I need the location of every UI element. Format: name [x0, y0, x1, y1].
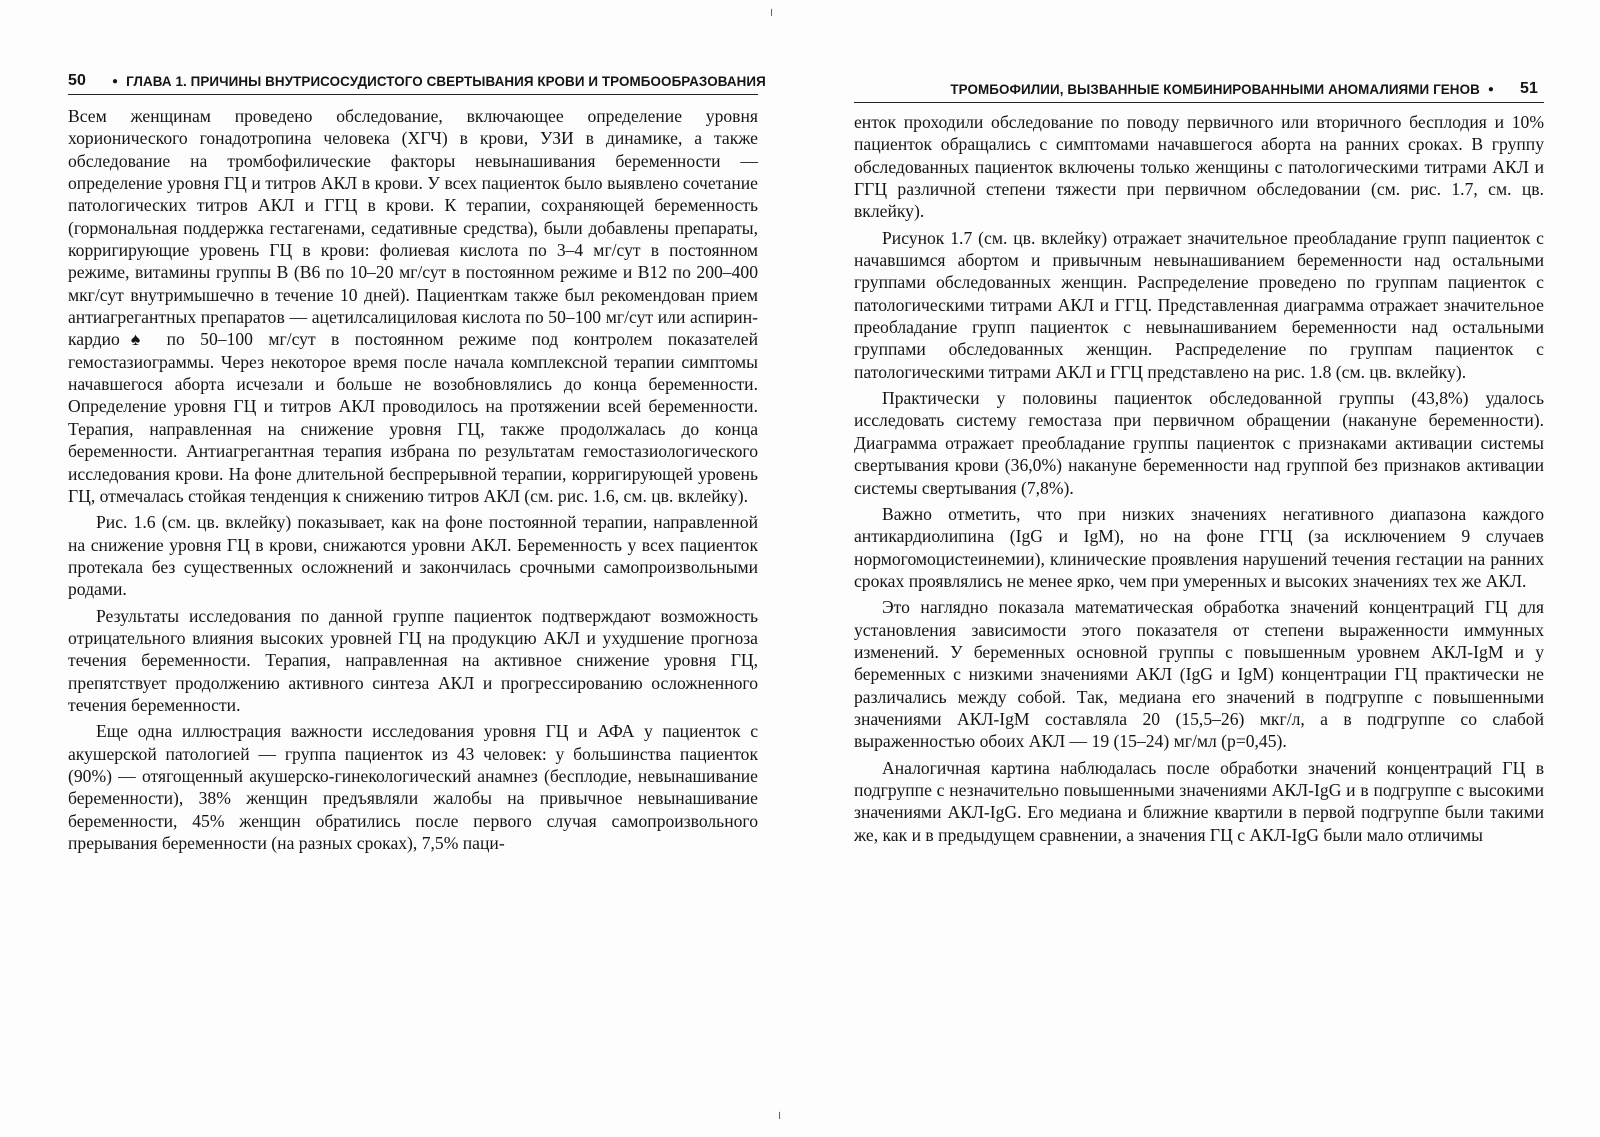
- left-page-number: 50: [68, 72, 86, 89]
- right-page-number: 51: [1520, 80, 1538, 97]
- paragraph: Важно отметить, что при низких значениях негативного диапазона каждого антикардиолипина (IgG и IgM), но на фоне ГГЦ (за исключением 9 случаев нормогомоцистеинемии), клинические проявления нарушений течения гестации на ранних сроках проявлялись не менее ярко, чем при умеренных и высоких значениях тех же АКЛ.: [854, 503, 1544, 591]
- bullet-icon: ●: [1487, 83, 1494, 95]
- left-page: [68, 68, 766, 858]
- crop-mark-bottom: ╵: [776, 1112, 784, 1126]
- paragraph: Рисунок 1.7 (см. цв. вклейку) отражает значительное преобладание групп пациенток с начавшимся абортом и привычным невынашиванием беременности над остальными группами обследованных женщин. Распределение проведено по группам пациенток с патологическими титрами АКЛ и ГГЦ. Представленная диаграмма отражает значительное преобладание групп пациенток с невынашиванием беременности над остальными группами обследованных женщин. Распределение по группам пациенток с патологическими титрами АКЛ и ГГЦ представлено на рис. 1.8 (см. цв. вклейку).: [854, 227, 1544, 382]
- right-page: [854, 68, 1544, 850]
- paragraph: енток проходили обследование по поводу первичного или вторичного бесплодия и 10% пациенток обращались с симптомами начавшегося аборта на ранних сроках. В группу обследованных пациенток включены только женщины с патологическими титрами АКЛ и ГГЦ различной степени тяжести при первичном обследовании (см. рис. 1.7, см. цв. вклейку).: [854, 112, 1544, 222]
- paragraph: Всем женщинам проведено обследование, включающее определение уровня хорионического гонадотропина человека (ХГЧ) в крови, УЗИ в динамике, а также обследование на тромбофилические факторы невынашивания беременности — определение уровня ГЦ и титров АКЛ в крови. У всех пациенток было выявлено сочетание патологических титров АКЛ и ГГЦ в крови. К терапии, сохраняющей беременность (гормональная поддержка гестагенами, седативные средства), были добавлены препараты, корригирующие уровень ГЦ в крови: фолиевая кислота по 3–4 мг/сут в постоянном режиме, витамины группы В (В6 по 10–20 мг/сут в постоянном режиме и В12 по 200–400 мкг/сут внутримышечно в течение 10 дней). Пациенткам также был рекомендован прием антиагрегантных препаратов — ацетилсалициловая кислота по 50–100 мг/сут или аспирин-кардио♠ по 50–100 мг/сут в постоянном режиме под контролем показателей гемостазиограммы. Через некоторое время после начала комплексной терапии симптомы начавшегося аборта исчезали и больше не возобновлялись до конца беременности. Определение уровня ГЦ и титров АКЛ проводилось на протяжении всей беременности. Терапия, направленная на снижение уровня ГЦ, также продолжалась до конца беременности. Антиагрегантная терапия избрана по результатам гемостазиологического исследования крови. На фоне длительной беспрерывной терапии, корригирующей уровень ГЦ, отмечалась стойкая тенденция к снижению титров АКЛ (см. рис. 1.6, см. цв. вклейку).: [68, 106, 758, 506]
- right-body-text: [854, 111, 1544, 846]
- paragraph: Результаты исследования по данной группе пациенток подтверждают возможность отрицательного влияния высоких уровней ГЦ на продукцию АКЛ и ухудшение прогноза течения беременности. Терапия, направленная на активное снижение уровня ГЦ, препятствует продолжению активного синтеза АКЛ и прогрессированию осложненного течения беременности.: [68, 605, 758, 715]
- paragraph: Это наглядно показала математическая обработка значений концентраций ГЦ для установления зависимости этого показателя от степени выраженности иммунных изменений. У беременных основной группы с повышенным уровнем АКЛ-IgM и у беременных с низкими значениями АКЛ (IgG и IgM) концентрации ГЦ практически не различались между собой. Так, медиана его значений в подгруппе с повышенными значениями АКЛ-IgM составляла 20 (15,5–26) мкг/л, а в подгруппе со слабой выраженностью обоих АКЛ — 19 (15–24) мг/мл (p=0,45).: [854, 597, 1544, 752]
- right-running-head: [854, 76, 1544, 103]
- crop-mark-top: ╷: [768, 2, 776, 16]
- left-running-head: [68, 68, 766, 95]
- paragraph: Рис. 1.6 (см. цв. вклейку) показывает, как на фоне постоянной терапии, направленной на снижение уровня ГЦ в крови, снижаются уровни АКЛ. Беременность у всех пациенток протекала без существенных осложнений и закончилась срочными самопроизвольными родами.: [68, 512, 758, 600]
- left-running-head-title: ГЛАВА 1. ПРИЧИНЫ ВНУТРИСОСУДИСТОГО СВЕРТЫВАНИЯ КРОВИ И ТРОМБООБРАЗОВАНИЯ: [126, 73, 766, 89]
- paragraph: Аналогичная картина наблюдалась после обработки значений концентраций ГЦ в подгруппе с незначительно повышенными значениями АКЛ-IgG и в подгруппе с высокими значениями АКЛ-IgG. Его медиана и ближние квартили в первой подгруппе были такими же, как и в предыдущем сравнении, а значения ГЦ с АКЛ-IgG были мало отличимы: [854, 757, 1544, 845]
- bullet-icon: ●: [112, 75, 119, 87]
- paragraph: Практически у половины пациенток обследованной группы (43,8%) удалось исследовать систему гемостаза при первичном обращении (накануне беременности). Диаграмма отражает преобладание группы пациенток с признаками активации системы свертывания крови (36,0%) накануне беременности над группой без признаков активации системы свертывания (7,8%).: [854, 388, 1544, 498]
- right-running-head-title: ТРОМБОФИЛИИ, ВЫЗВАННЫЕ КОМБИНИРОВАННЫМИ АНОМАЛИЯМИ ГЕНОВ: [950, 81, 1480, 97]
- left-body-text: [68, 105, 758, 854]
- paragraph: Еще одна иллюстрация важности исследования уровня ГЦ и АФА у пациенток с акушерской патологией — группа пациенток из 43 человек: у большинства пациенток (90%) — отягощенный акушерско-гинекологический анамнез (бесплодие, невынашивание беременности), 38% женщин предъявляли жалобы на привычное невынашивание беременности, 45% женщин обратились после первого случая самопроизвольного прерывания беременности (на разных сроках), 7,5% паци-: [68, 721, 758, 853]
